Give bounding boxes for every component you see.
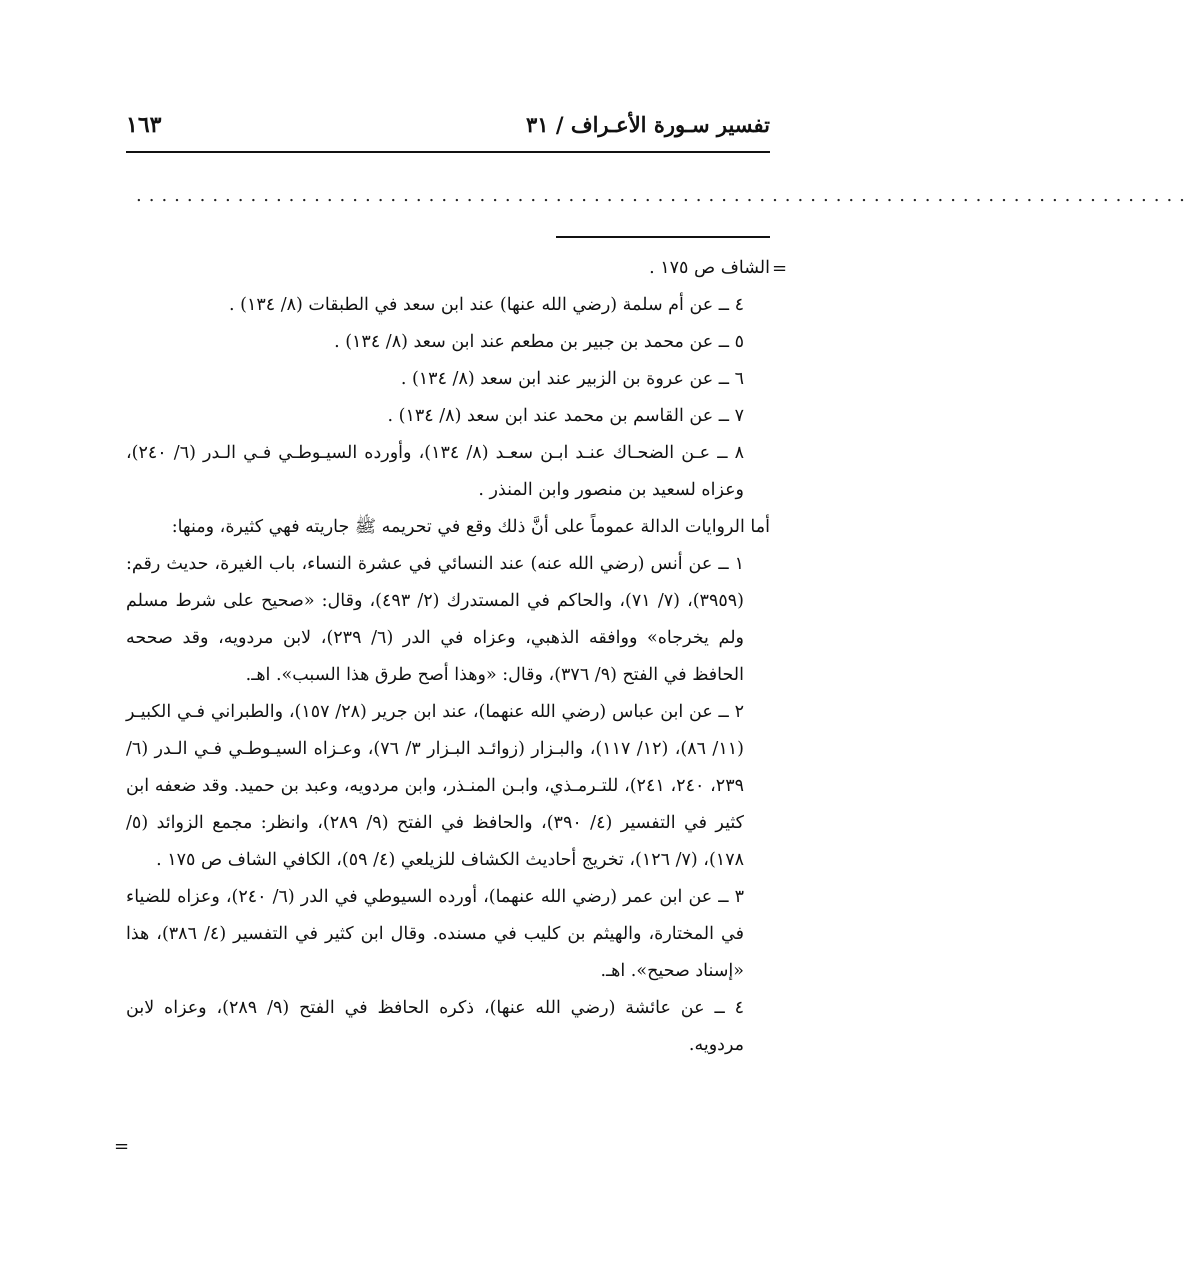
footnote-paragraph: ٣ ــ عن ابن عمر (رضي الله عنهما)، أورده السيوطي في الدر (٦/ ٢٤٠)، وعزاه للضياء في المختارة، والهيثم بن كليب في مسنده. وقال ابن كثير في التفسير (٤/ ٣٨٦)، هذا «إسناد صحيح». اهـ. (126, 887, 744, 981)
continuation-mark-bottom: = (114, 1136, 130, 1157)
page-header (126, 112, 770, 152)
footnote-paragraph: ٤ ــ عن أم سلمة (رضي الله عنها) عند ابن سعد في الطبقات (٨/ ١٣٤) . (229, 295, 744, 315)
footnote-paragraph: ٧ ــ عن القاسم بن محمد عند ابن سعد (٨/ ١٣٤) . (387, 406, 744, 426)
footnote-paragraph: ١ ــ عن أنس (رضي الله عنه) عند النسائي في عشرة النساء، باب الغيرة، حديث رقم: (٣٩٥٩)، (٧/ ٧١)، والحاكم في المستدرك (٢/ ٤٩٣)، وقال: «صحيح على شرط مسلم ولم يخرجاه» ووافقه الذهبي، وعزاه في الدر (٦/ ٢٣٩)، لابن مردويه، وقد صححه الحافظ في الفتح (٩/ ٣٧٦)، وقال: «وهذا أصح طرق هذا السبب». اهـ. (126, 554, 744, 685)
dotted-separator: ................................................................................... (136, 185, 1192, 206)
continuation-mark-top: = (772, 258, 788, 279)
footnotes-body (126, 250, 770, 1064)
footnote-paragraph: ٨ ــ عـن الضحـاك عنـد ابـن سعـد (٨/ ١٣٤)، وأورده السيـوطـي فـي الـدر (٦/ ٢٤٠)، وعزاه لسعيد بن منصور وابن المنذر . (126, 443, 744, 500)
footnote-paragraph: أما الروايات الدالة عموماً على أنَّ ذلك وقع في تحريمه ﷺ جاريته فهي كثيرة، ومنها: (171, 517, 770, 537)
footnote-paragraph: ٦ ــ عن عروة بن الزبير عند ابن سعد (٨/ ١٣٤) . (400, 369, 744, 389)
running-title: تفسير سـورة الأعـراف / ٣١ (525, 112, 770, 137)
footnote-paragraph: ٤ ــ عن عائشة (رضي الله عنها)، ذكره الحافظ في الفتح (٩/ ٢٨٩)، وعزاه لابن مردويه. (126, 998, 744, 1055)
footnote-paragraph: ٥ ــ عن محمد بن جبير بن مطعم عند ابن سعد (٨/ ١٣٤) . (334, 332, 744, 352)
footnote-paragraph: الشاف ص ١٧٥ . (649, 258, 770, 278)
header-rule (126, 151, 770, 153)
footnote-paragraph: ٢ ــ عن ابن عباس (رضي الله عنهما)، عند ابن جرير (٢٨/ ١٥٧)، والطبراني فـي الكبيـر (١١/ ٨٦)، (١٢/ ١١٧)، والبـزار (زوائـد البـزار ٣/ ٧٦)، وعـزاه السيـوطـي فـي الـدر (٦/ ٢٣٩، ٢٤٠، ٢٤١)، للتـرمـذي، وابـن المنـذر، وابن مردويه، وعبد بن حميد. وقد ضعفه ابن كثير في التفسير (٤/ ٣٩٠)، والحافظ في الفتح (٩/ ٢٨٩)، وانظر: مجمع الزوائد (٥/ ١٧٨)، (٧/ ١٢٦)، تخريج أحاديث الكشاف للزيلعي (٤/ ٥٩)، الكافي الشاف ص ١٧٥ . (126, 702, 744, 870)
page-number: ١٦٣ (126, 112, 162, 138)
footnote-rule (556, 236, 770, 238)
